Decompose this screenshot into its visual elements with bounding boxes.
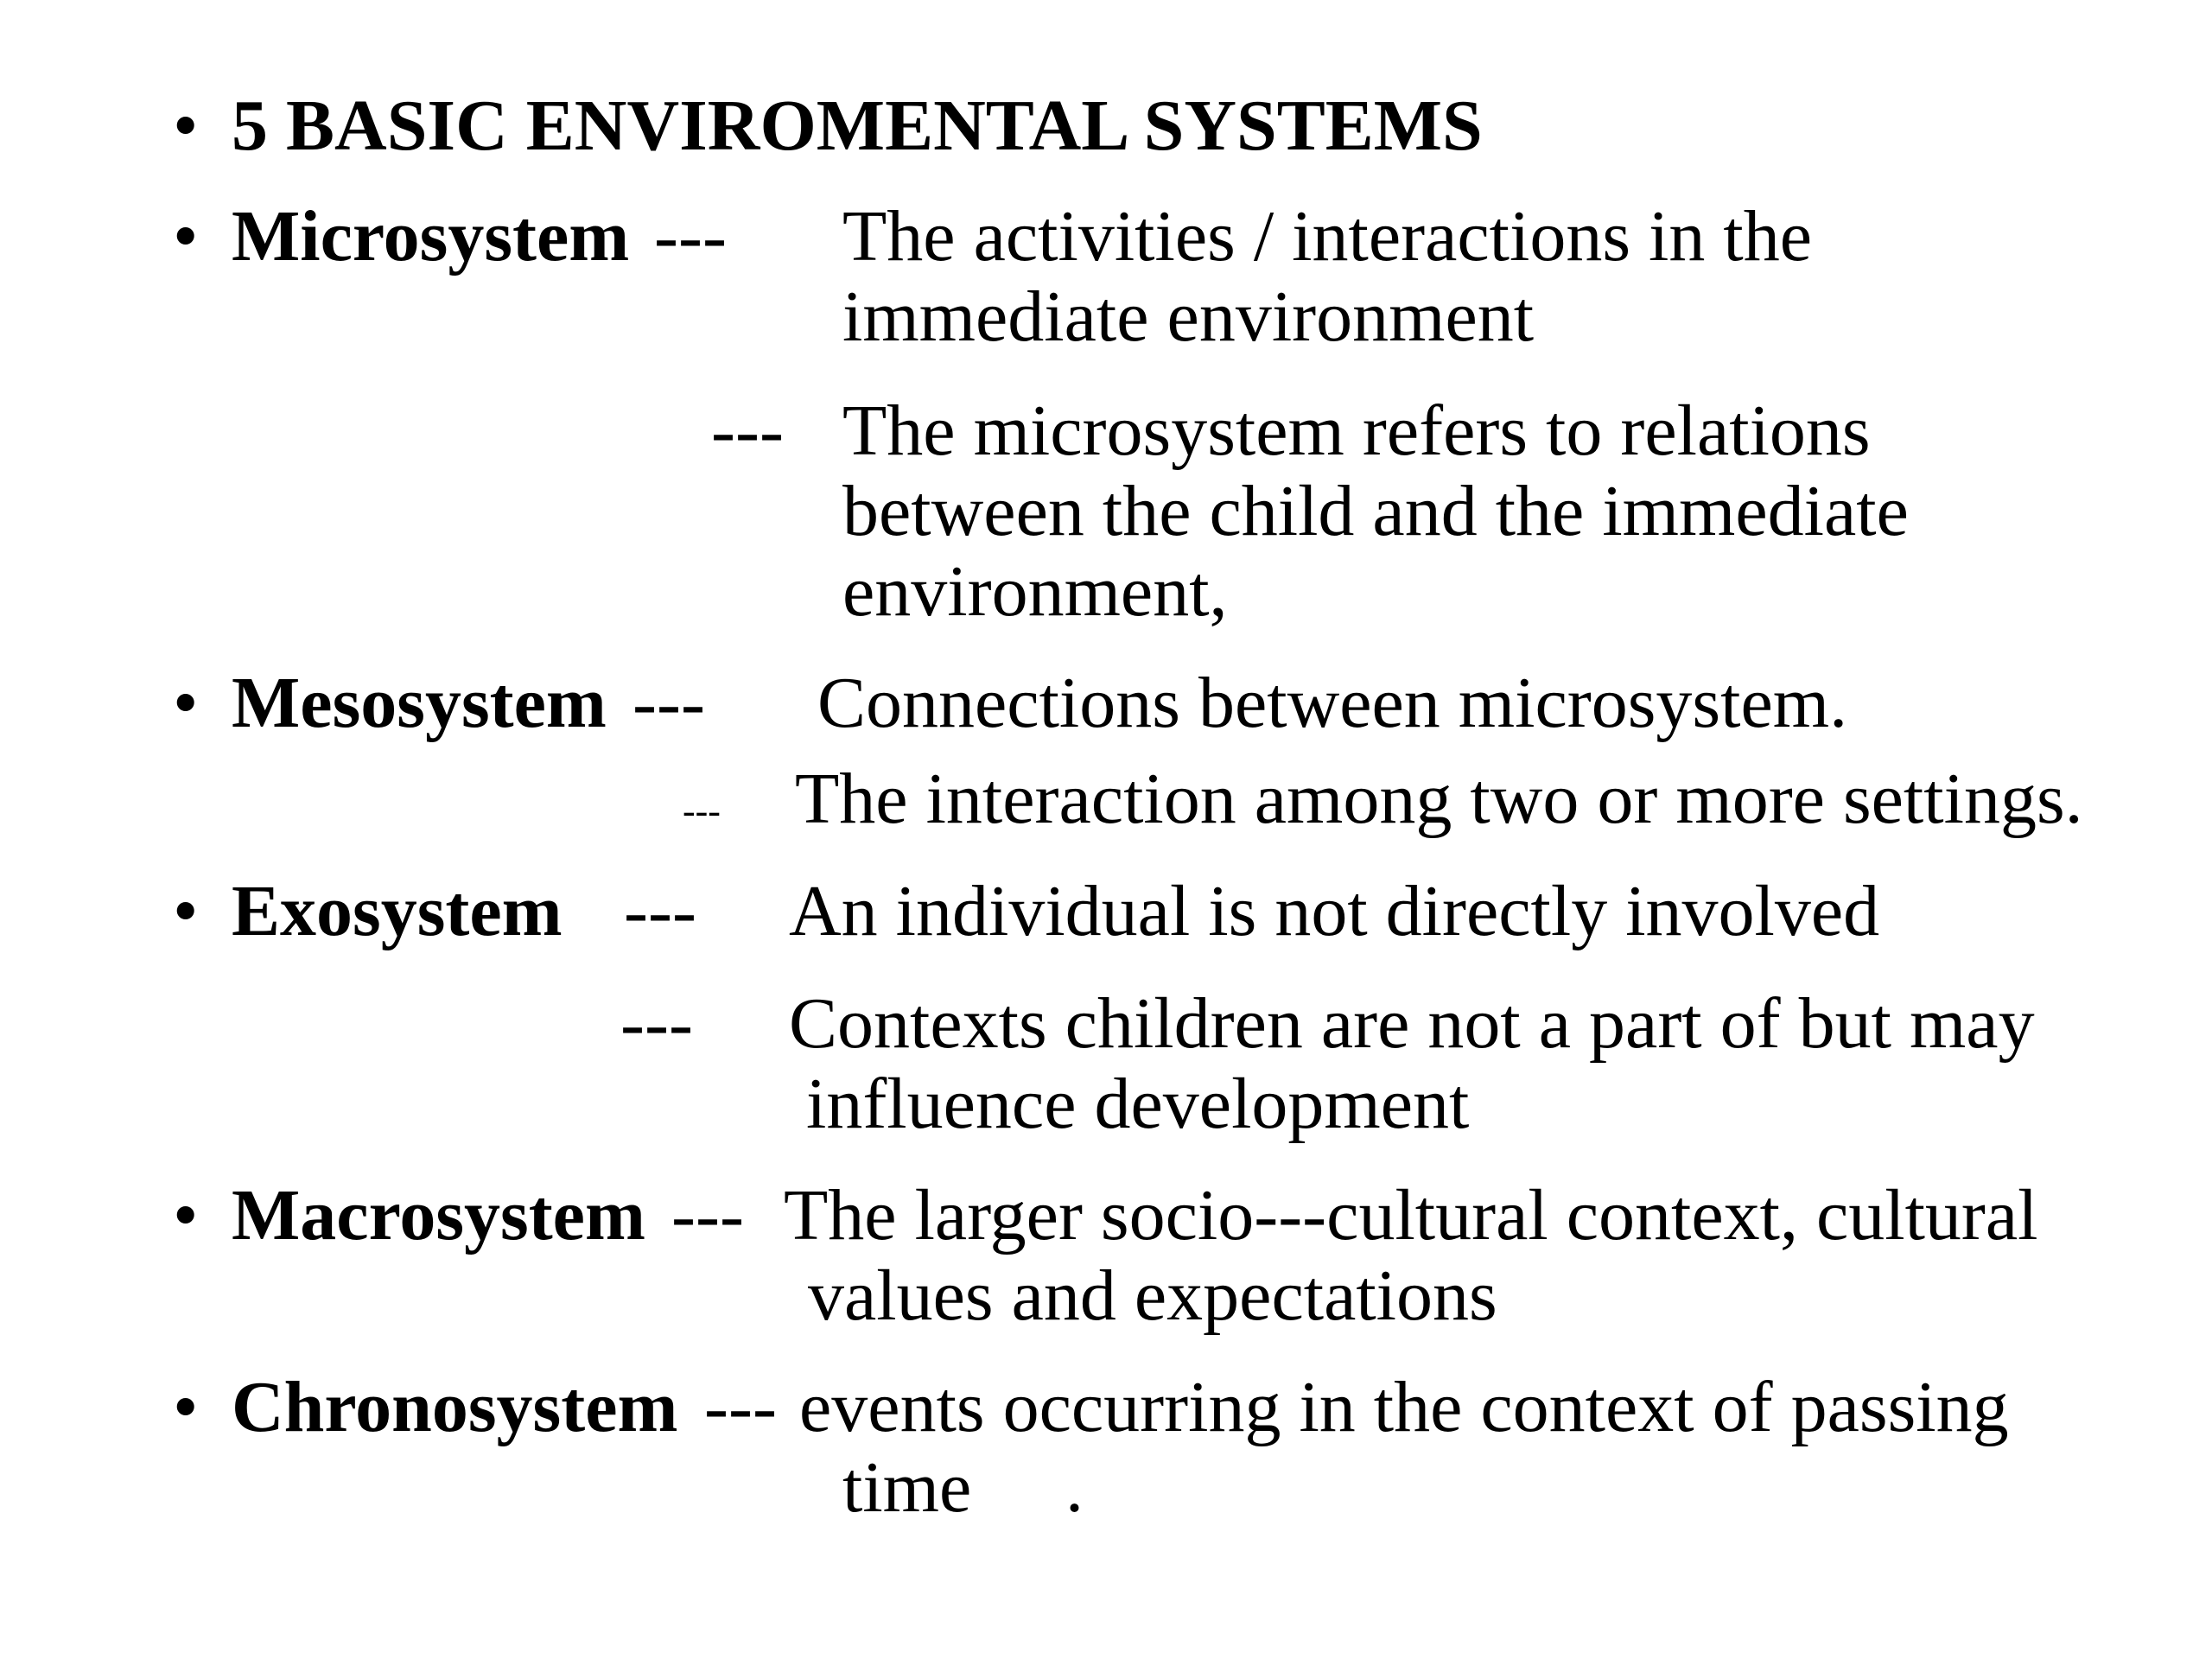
dash-separator: --- — [671, 1175, 744, 1255]
dash-separator: --- — [683, 790, 721, 832]
term-microsystem: Microsystem — [232, 196, 630, 276]
term-exosystem: Exosystem — [232, 871, 563, 951]
bullet-marker: • — [173, 1175, 199, 1255]
bullet-marker: • — [173, 1367, 199, 1447]
definition-line: The microsystem refers to relations — [842, 391, 1871, 471]
definition-line: The activities / interactions in the — [842, 196, 1812, 276]
bullet-marker: • — [173, 663, 199, 743]
definition-line: influence development — [806, 1064, 1470, 1144]
definition-line: immediate environment — [842, 276, 1535, 357]
term-macrosystem: Macrosystem — [232, 1175, 645, 1255]
definition-line: values and expectations — [808, 1255, 1497, 1336]
definition-line: Connections between microsystem. — [817, 663, 1848, 743]
definition-line: events occurring in the context of passing — [799, 1367, 2009, 1447]
trailing-period: . — [1065, 1447, 1084, 1528]
definition-line: between the child and the immediate — [842, 471, 1909, 551]
definition-line: The interaction among two or more settings. — [795, 759, 2083, 839]
dash-separator: --- — [624, 871, 696, 951]
bullet-marker: • — [173, 86, 199, 166]
definition-line: environment, — [842, 551, 1228, 632]
dash-separator: --- — [654, 196, 727, 276]
definition-line: An individual is not directly involved — [789, 871, 1880, 951]
slide-title: 5 BASIC ENVIROMENTAL SYSTEMS — [232, 86, 1483, 166]
definition-line: time — [842, 1447, 972, 1528]
bullet-marker: • — [173, 871, 199, 951]
bullet-marker: • — [173, 196, 199, 276]
dash-separator: --- — [632, 663, 705, 743]
term-mesosystem: Mesosystem — [232, 663, 607, 743]
dash-separator: --- — [620, 983, 693, 1064]
definition-line: The larger socio---cultural context, cultural — [784, 1175, 2038, 1255]
dash-separator: --- — [711, 391, 784, 471]
term-chronosystem: Chronosystem — [232, 1367, 678, 1447]
definition-line: Contexts children are not a part of but may — [789, 983, 2035, 1064]
dash-separator: --- — [704, 1367, 777, 1447]
